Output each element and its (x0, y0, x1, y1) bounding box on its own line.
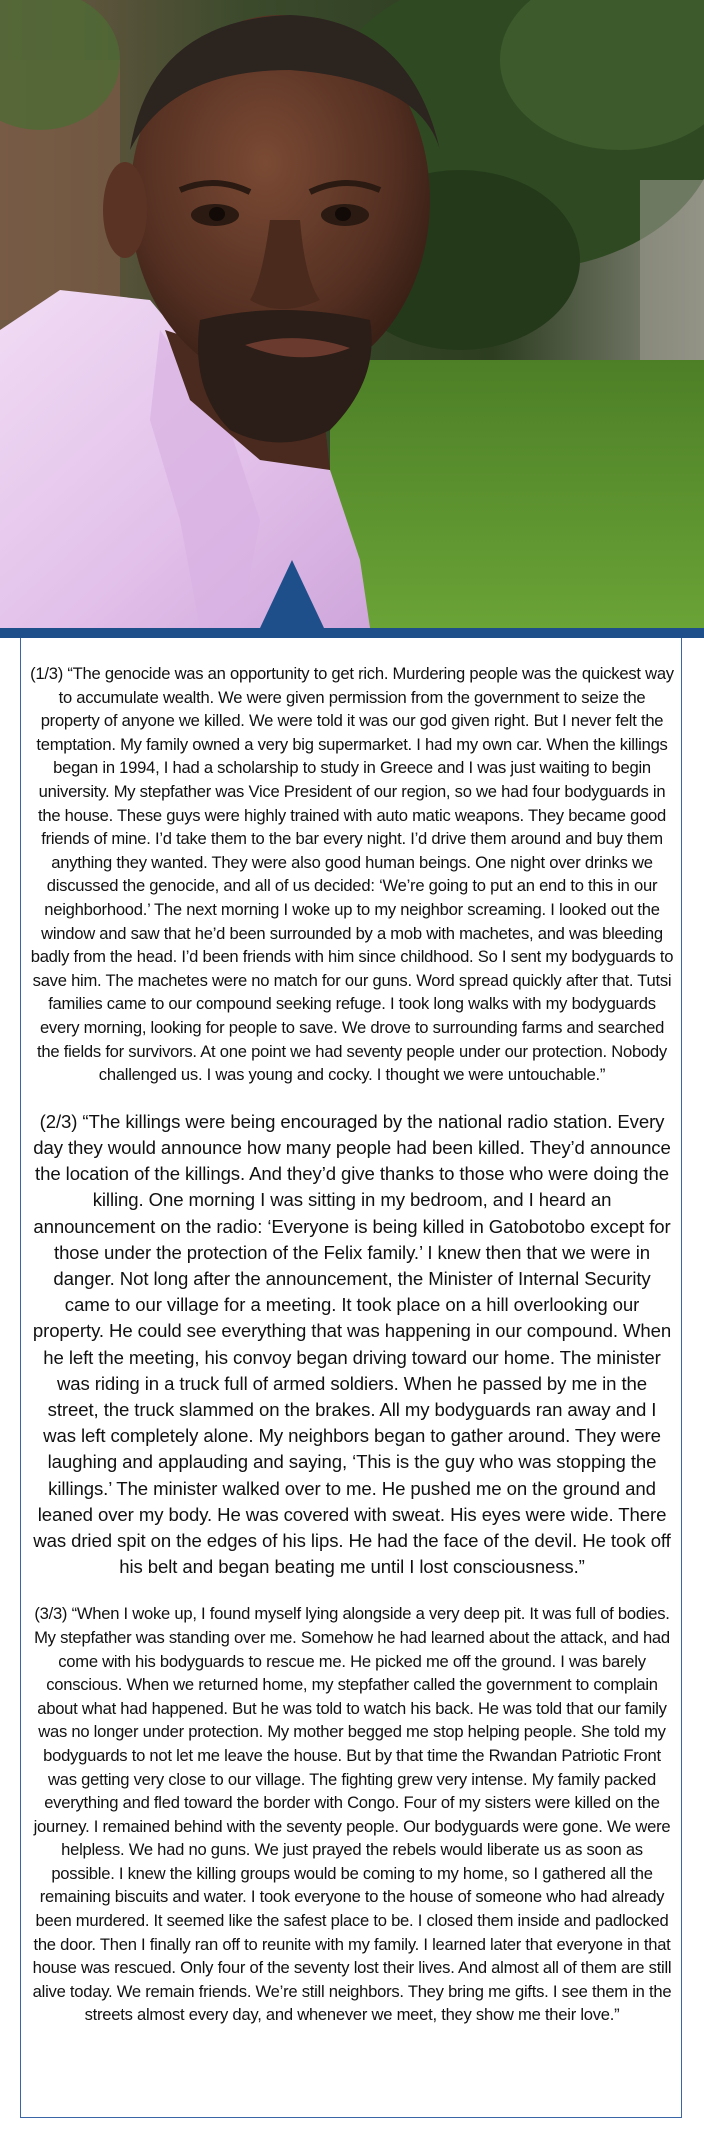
story-paragraph-3: (3/3) “When I woke up, I found myself lying alongside a very deep pit. It was full of bodies. My stepfather was standing over me. Somehow he had learned about the attack, and had come with his bodyguards to rescue me. He picked me off the ground. I was barely conscious. When we returned home, my stepfather called the government to complain about what had happened. But he was told to watch his back. He was told that our family was no longer under protection. My mother begged me stop helping people. She told my bodyguards to not let me leave the house. But by that time the Rwandan Patriotic Front was getting very close to our village. The fighting grew very intense. My family packed everything and fled toward the border with Congo. Four of my sisters were killed on the journey. I remained behind with the seventy people. Our bodyguards were gone. We were helpless. We had no guns. We just prayed the rebels would liberate us as soon as possible. I knew the killing groups would be coming to my home, so I gathered all the remaining biscuits and water. I took everyone to the house of someone who had already been murdered. It seemed like the safest place to be. I closed them inside and padlocked the door. Then I finally ran off to reunite with my family. I learned later that everyone in that house was rescued. Only four of the seventy lost their lives. And almost all of them are still alive today. We remain friends. We’re still neighbors. They bring me gifts. I see them in the streets almost every day, and whenever we meet, they show me their love.” (32, 1604, 672, 2025)
story-body (30, 662, 674, 2027)
story-paragraph-1: (1/3) “The genocide was an opportunity to get rich. Murdering people was the quickest way to accumulate wealth. We were given permission from the government to seize the property of anyone we killed. We were told it was our god given right. But I never felt the temptation. My family owned a very big supermarket. I had my own car. When the killings began in 1994, I had a scholarship to study in Greece and I was just waiting to begin university. My stepfather was Vice President of our region, so we had four bodyguards in the house. These guys were highly trained with auto matic weapons. They became good friends of mine. I’d take them to the bar every night. I’d drive them around and buy them anything they wanted. They were also good human beings. One night over drinks we discussed the genocide, and all of us decided: ‘We’re going to put an end to this in our neighborhood.’ The next morning I woke up to my neighbor screaming. I looked out the window and saw that he’d been surrounded by a mob with machetes, and was bleeding badly from the head. I’d been friends with him since childhood. So I sent my bodyguards to save him. The machetes were no match for our guns. Word spread quickly after that. Tutsi families came to our compound seeking refuge. I took long walks with my bodyguards every morning, looking for people to save. We drove to surrounding farms and searched the fields for survivors. At one point we had seventy people under our protection. Nobody challenged us. I was young and cocky. I thought we were untouchable.” (30, 664, 674, 1085)
header-divider-band (0, 628, 704, 638)
story-paragraph-2: (2/3) “The killings were being encouraged by the national radio station. Every day they would announce how many people had been killed. They’d announce the location of the killings. And they’d give thanks to those who were doing the killing. One morning I was sitting in my bedroom, and I heard an announcement on the radio: ‘Everyone is being killed in Gatobotobo except for those under the protection of the Felix family.’ I knew then that we were in danger. Not long after the announcement, the Minister of Internal Security came to our village for a meeting. It took place on a hill overlooking our property. He could see everything that was happening in our compound. When he left the meeting, his convoy began driving toward our home. The minister was riding in a truck full of armed soldiers. When he passed by me in the street, the truck slammed on the brakes. All my bodyguards ran away and I was left completely alone. My neighbors began to gather around. They were laughing and applauding and saying, ‘This is the guy who was stopping the killings.’ The minister walked over to me. He pushed me on the ground and leaned over my body. He was covered with sweat. His eyes were wide. There was dried spit on the edges of his lips. He had the face of the devil. He took off his belt and began beating me until I lost consciousness.” (32, 1110, 672, 1578)
portrait-illustration (0, 0, 704, 628)
portrait-photo (0, 0, 704, 628)
